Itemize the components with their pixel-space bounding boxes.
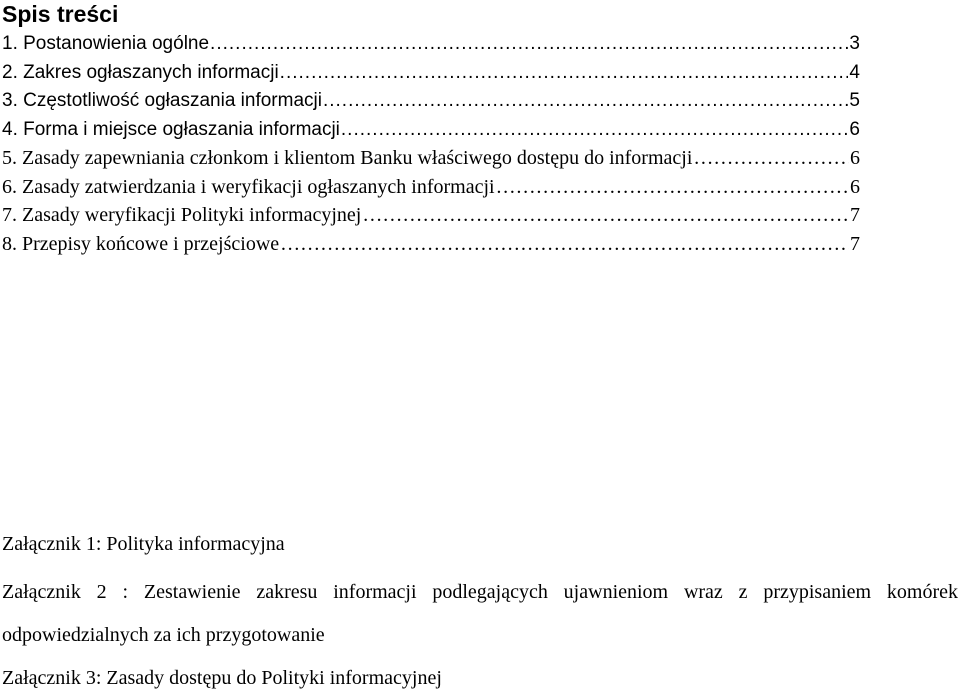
- toc-dot-leader: [693, 144, 849, 172]
- toc-entry-text: 6. Zasady zatwierdzania i weryfikacji ogłaszanych informacji: [2, 175, 495, 198]
- toc-page-number: 6: [850, 175, 860, 198]
- toc-title: Spis treści: [2, 1, 119, 27]
- toc-page-number: 6: [850, 147, 860, 169]
- toc-entry-text: 2. Zakres ogłaszanych informacji: [2, 61, 279, 83]
- toc-dot-leader: [280, 59, 849, 87]
- toc-dot-leader: [210, 30, 848, 58]
- toc-entry-text: 7. Zasady weryfikacji Polityki informacyjnej: [2, 204, 362, 226]
- toc-entry-text: 3. Częstotliwość ogłaszania informacji: [2, 90, 322, 111]
- toc-entry-text: 5. Zasady zapewniania członkom i klientom Banku właściwego dostępu do informacji: [2, 147, 693, 169]
- toc-entry[interactable]: [2, 201, 860, 230]
- toc-page-number: 3: [849, 33, 860, 54]
- annex-list: [2, 528, 958, 700]
- toc-entry[interactable]: [2, 59, 860, 88]
- toc-entry[interactable]: [2, 173, 860, 202]
- toc-entry[interactable]: [2, 144, 860, 173]
- toc-page-number: 4: [849, 61, 860, 83]
- toc-dot-leader: [362, 201, 849, 229]
- toc-entry-text: 1. Postanowienia ogólne: [2, 33, 210, 54]
- toc-entry[interactable]: [2, 87, 860, 116]
- toc-page-number: 6: [849, 118, 860, 140]
- toc-page-number: 7: [850, 204, 860, 226]
- toc-entry[interactable]: [2, 30, 860, 59]
- toc-entry[interactable]: [2, 230, 860, 259]
- table-of-contents: [2, 30, 860, 258]
- annex-item: Załącznik 3: Zasady dostępu do Polityki informacyjnej: [2, 667, 442, 689]
- toc-page-number: 5: [849, 90, 860, 111]
- toc-dot-leader: [496, 173, 849, 201]
- toc-entry[interactable]: [2, 116, 860, 145]
- annex-item: Załącznik 1: Polityka informacyjna: [2, 533, 285, 555]
- toc-dot-leader: [323, 87, 848, 115]
- annex-item: Załącznik 2 : Zestawienie zakresu informacji podlegających ujawnieniom wraz z przypisaniem komórek odpowiedzialnych za ich przygotowanie: [2, 581, 958, 646]
- toc-page-number: 7: [850, 232, 860, 255]
- toc-dot-leader: [341, 116, 849, 144]
- toc-dot-leader: [280, 230, 849, 258]
- toc-entry-text: 4. Forma i miejsce ogłaszania informacji: [2, 118, 340, 140]
- toc-entry-text: 8. Przepisy końcowe i przejściowe: [2, 232, 280, 255]
